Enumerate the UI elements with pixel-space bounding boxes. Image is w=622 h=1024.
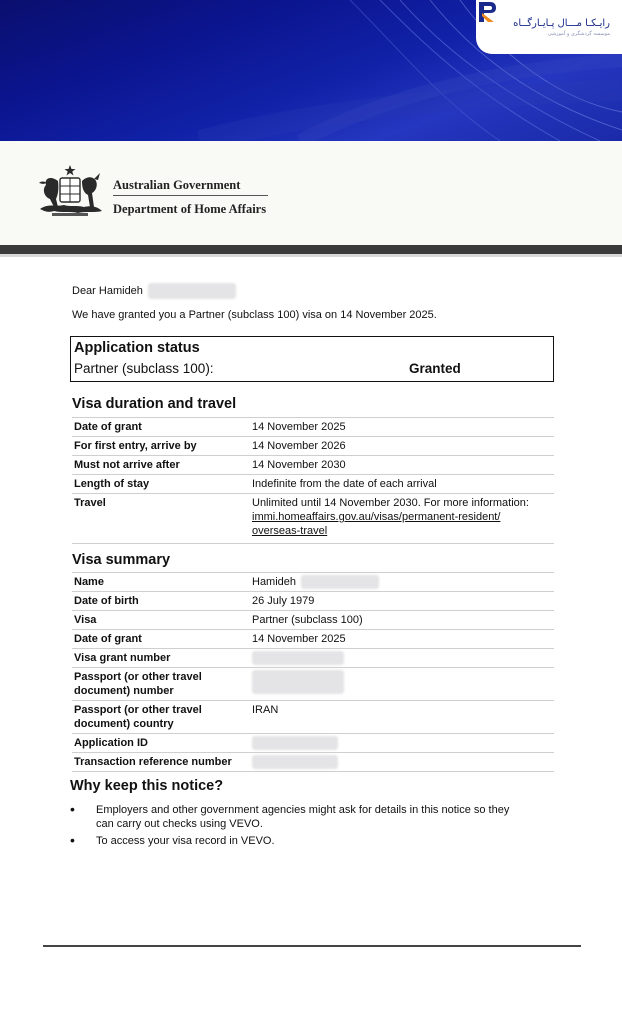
row-key: Passport (or other travel document) number — [74, 671, 202, 698]
redacted-transaction-number — [252, 755, 338, 769]
table-row — [72, 734, 554, 753]
row-value: 14 November 2025 — [252, 421, 346, 433]
company-logo — [476, 0, 622, 54]
visa-duration-table — [72, 417, 554, 544]
why-keep-notice-title: Why keep this notice? — [70, 778, 224, 794]
row-value: 26 July 1979 — [252, 595, 315, 608]
table-row — [72, 701, 554, 734]
row-value — [250, 753, 554, 771]
row-key: Length of stay — [74, 478, 150, 490]
application-status-title: Application status — [74, 340, 200, 356]
row-key: Visa — [74, 614, 97, 627]
row-value: 14 November 2030 — [252, 459, 346, 471]
row-key: Date of birth — [74, 595, 139, 608]
list-item: • Employers and other government agencies might ask for details in this notice so they can carry out checks using VEVO. — [70, 803, 550, 831]
row-value: IRAN — [252, 704, 279, 717]
row-key: Name — [74, 576, 104, 588]
row-value: 14 November 2025 — [252, 633, 346, 646]
row-value: Indefinite from the date of each arrival — [252, 478, 437, 490]
visa-duration-title: Visa duration and travel — [72, 396, 237, 412]
row-value — [250, 734, 554, 752]
row-key: Visa grant number — [74, 652, 171, 665]
row-key: Date of grant — [74, 421, 142, 433]
table-row — [72, 437, 554, 456]
row-key: For first entry, arrive by — [74, 440, 197, 452]
table-row — [72, 573, 554, 592]
redacted-surname — [301, 575, 379, 589]
row-key: Passport (or other travel document) country — [74, 704, 202, 731]
travel-text: Unlimited until 14 November 2030. For more information: — [252, 497, 529, 509]
table-row — [72, 611, 554, 630]
row-value — [250, 649, 554, 667]
table-row — [72, 630, 554, 649]
salutation — [72, 283, 236, 299]
government-name: Australian Government — [113, 178, 241, 192]
coat-of-arms-icon — [34, 161, 106, 219]
top-banner — [0, 0, 622, 141]
notice-reasons-list — [70, 803, 550, 851]
travel-info-link[interactable]: immi.homeaffairs.gov.au/visas/permanent-resident/ — [252, 511, 501, 523]
application-status-label: Partner (subclass 100): — [74, 361, 214, 376]
header-dark-bar — [0, 245, 622, 254]
row-value: 14 November 2026 — [252, 440, 346, 452]
redacted-application-id — [252, 736, 338, 750]
application-status-box — [70, 336, 554, 382]
logo-mark-icon — [476, 0, 498, 24]
redacted-passport-number — [252, 670, 344, 694]
visa-summary-table — [72, 572, 554, 772]
table-row — [72, 456, 554, 475]
list-item: • To access your visa record in VEVO. — [70, 834, 550, 848]
row-value — [250, 494, 554, 540]
header-divider — [113, 195, 268, 196]
header-shadow-bar — [0, 254, 622, 257]
row-value: Hamideh — [250, 573, 554, 591]
department-name: Department of Home Affairs — [113, 202, 267, 216]
visa-summary-title: Visa summary — [72, 552, 171, 568]
table-row — [72, 753, 554, 772]
redacted-grant-number — [252, 651, 344, 665]
salutation-text: Dear Hamideh — [72, 284, 143, 297]
grant-statement: We have granted you a Partner (subclass 100) visa on 14 November 2025. — [72, 309, 437, 321]
footer-divider — [43, 945, 581, 947]
row-key: Application ID — [74, 737, 148, 750]
row-value: Partner (subclass 100) — [252, 614, 363, 627]
table-row — [72, 475, 554, 494]
table-row — [72, 494, 554, 544]
row-key: Travel — [74, 497, 106, 509]
row-value — [250, 668, 554, 700]
redacted-surname — [148, 283, 236, 299]
logo-subtext: موسسه گردشگری و آموزشی — [547, 30, 610, 37]
row-key: Must not arrive after — [74, 459, 180, 471]
travel-info-link-continued[interactable]: overseas-travel — [252, 525, 328, 537]
table-row — [72, 592, 554, 611]
table-row — [72, 418, 554, 437]
application-status-value: Granted — [409, 361, 461, 376]
table-row — [72, 668, 554, 701]
row-key: Transaction reference number — [74, 756, 232, 769]
government-header — [0, 141, 622, 245]
row-key: Date of grant — [74, 633, 142, 646]
logo-text: رایـکـا مـــال پـایـارگــاه — [513, 17, 610, 29]
table-row — [72, 649, 554, 668]
